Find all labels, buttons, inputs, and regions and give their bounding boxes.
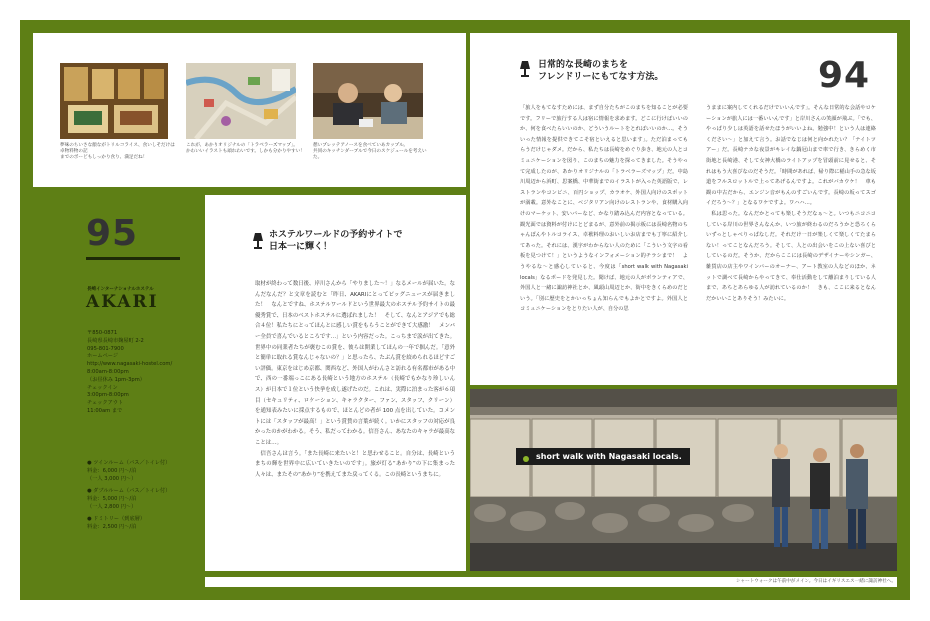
right-heading-line1: 日常的な長崎のまちを <box>538 60 629 70</box>
photo-map <box>186 63 296 139</box>
short-walk-badge <box>516 448 690 465</box>
bottom-caption: シャートウォークは午前中がメイン。今日はイギリスエス一緒に諏訪神社へ。 <box>736 579 896 584</box>
page-number-95: 95 <box>86 213 139 254</box>
left-heading-line1: ホステルワールドの予約サイトで <box>269 230 403 240</box>
right-heading-line2: フレンドリーにもてなす方法。 <box>538 72 664 82</box>
photo-caption-1: 夢味のちいさな顔ながトリルコライス、食いしそだけは卓物料物の記 までのボーどもしっかり食り、満足だね！ <box>60 143 175 160</box>
left-article-panel <box>205 195 466 571</box>
photo-caption-3: 憩いプレッテアノースを食べていあカップル。 共同のキッチンダーブルで今日のスケジュールを考えいた。 <box>313 143 427 160</box>
photo-meal <box>60 63 168 139</box>
lamp-icon <box>253 233 263 249</box>
page-number-underline <box>86 257 180 260</box>
street-photo <box>470 389 897 571</box>
photo-couple <box>313 63 423 139</box>
photo-caption-2: これが、あかりオリジナルの「トラベラーズマップ」。 かわいいイラストも頑れわいです。しかも分かりやすい！ <box>186 143 305 154</box>
left-body-text: 取材が終わって数日後、岸川さんから「やりました〜！」なるメールが届いた。なんだなんだ？と文章を読むと「昨日、AKARIにとってビッグニュースが届きました！ なんとですね、ホステルワールドという世界最大のホステル予約サイトの最優秀賞で、日本のベストホステルに選ばれました！ そして、なんとアジアでも総合４位！私たちにとってほんとに感しい賞をもらうことができて大感激！ メンバー全員で喜んでいるところです…」という内容だった。こっちまで涙が出てきた。世界中の同業者たちが褒むこの賞を、彼らは開業してほんの一年で掴んだ。「意外と簡単に取れる賞なんじゃないの？」と思ったら、たぶん賞を絞められるほどすごい評価。東京をはじめ京都、関西など、外国人がわんさと訪れる有名都市がある中で、西の一番端っこにある長崎という地方のホステル（長崎でもかなり珍しいんス）が日本で１位という快挙を成し遂げたのだ。これは、実際に泊まった客が６項目（セキュリティ、ロケーション、キャラクター、ファン、スタッフ、クリーン）を通知表みたいに採点するもので、ほとんどの者が 100 点を出していた。コメントには「スタッフが最高！」という賞賛の言葉が続く。いかにスタッフの対応が良かったのかがわかる。そう、私だってわかる。信吾さん、あなたのキャラが最高なことは…。 信吾さんは言う。「また長崎に来たいと！と思わせること。自分は、長崎というまちの輝を世界中に広いていきたいのです」。旅が灯る“あかり”の下に集まった人々は、またその“あかり”を携えてまた戻ってくる。この長崎というまちに。 <box>255 281 455 478</box>
hostel-name: AKARI <box>86 292 159 312</box>
lamp-icon <box>520 61 530 77</box>
right-article-panel <box>470 33 897 385</box>
short-walk-badge-label: short walk with Nagasaki locals. <box>536 452 682 461</box>
photos-panel <box>33 33 466 187</box>
left-heading-line2: 日本一に輝く！ <box>269 242 333 252</box>
hostel-type-label: 長崎インターナショナルホステル <box>87 287 154 292</box>
right-body-text-col2: うままに案内してくれるだけでいいんです」。そんな日常的な会話やロケーションが旅人には一番いいんです」と岸川さんの笑顔が飛ぶ。「でも、やっぱり少しは英語を話せたほうがいいよね。勉強中！という人は連絡ください〜」と加えて言う。お話でなじは何と向かれたい？「ナイトツアー」だ。長崎ナカな夜景がキレイな鍋冠山まで車で行き、きらめく市街地と長崎港、そして女神大橋のライトアップを冒頭前に見せると、それはもう大喜びなのだそうだ。「時間があれば、帰り際に稲山手の急な坂道をフルスロットルで上ってあげるんですよ。これがバカウケ！ 車も観の中古だから、エンジン音がもんのすごいんです。長崎の坂ってスゴイだろう〜？」となるワケですよ。ワハハ…。 私は思った。なんだかとっても楽しそうだなぁ〜と。いつもニコニコしている岸川の世界さんなんか、いつ旅が終わるのだろうかと恐ろくらいずっとしゃべりっぱなしだ。それだけ一日が楽しくて楽しくてたまらない！ってことなんだろう。そして、人との出会いをこの上ない喜びとしているのだ。そうか、だからここには長崎のデザイナーやシンガー、雑貨店の店主やワインバーのオーナー、アート教室の人などのほか、ネットで調べて長崎からやってきて、奉仕活動をして離泊まりしている人まで、あちとあらゆる人が訪れているのか！ きも、ここに来るとなんだかいいことありそう！みたいに。 <box>706 105 876 302</box>
hostel-info: 〒850-0871 長崎県長崎市麹屋町 2-2 095-801-7900 ホームページ http://www.nagasaki-hostel.com/ 8:00am-8:00pm （お昼休み 1pm-3pm） チェックイン 3:00pm-8:00pm チェックアウト 11:00am まで <box>87 330 173 414</box>
room-twin: ● ツインルーム（バス／トイレ付） 料金：6,000 円〜/泊 （一人 3,000 円〜） <box>87 460 171 482</box>
room-dormitory: ● ドミトリー（到底層） 料金：2,500 円〜/泊 <box>87 516 146 530</box>
room-double: ● ダブルルーム（バス／トイレ付） 料金：5,000 円〜/泊 （一人 2,800 円〜） <box>87 488 171 510</box>
page-number-94: 94 <box>818 55 871 96</box>
bullet-icon <box>523 456 529 462</box>
right-body-text-col1: 「旅人をもてなすためには、まず自分たちがこのまちを知ることが必要です。フリーで旅行する人は宿に情報を求めます。どこに行けばいいのか、何を食べたらいいのか、どういうルートをとればいいのか…。そういった情報を提供できてこそ宿といえると思います」。ただ泊まってもらうだけじゃダメ。だから、私たちは長崎をめぐり歩き、地元の人とコミュニケーションを図り、このまちの魅力を探ってきました。そうやって完成したのが、あかりオリジナルの「トラベラーズマップ」だ。中島川周辺から浜町、思案橋、中華街までのイラストが入った英語版で、レストランやコンビニ、百円ショップ、カラオケ、外国人向けのスポットが満載。意外なことに、ベジタリアン向けのレストランや、食材購入向けのマーケット、安いバーなど、かなり踏み込んだ内容となっている。観光面では資料が付けにとどまるが、意外前の掲示板には長崎名物のちゃんぽんやトルコライス、卓袱料理のおいしいお店までも丁寧に紹介してあった。それには、漢字がわからない人のために「こういう文字の看板を見つけて！」というようなインフォメーション的チラシまで！ ようやるな〜と感心していると、今度は「short walk with Nagasaki locals」なるボードを発見した。聞けば、地元の人がボランティアで、外国人と一緒に諏訪神社とか、風頭山周辺とか、街中をきくらめのだという。「別に歴史をとかいっちょん知らんでもよかとですよ。外国人とコミュニケーションをとりたい人が、自分の思 <box>520 105 688 313</box>
